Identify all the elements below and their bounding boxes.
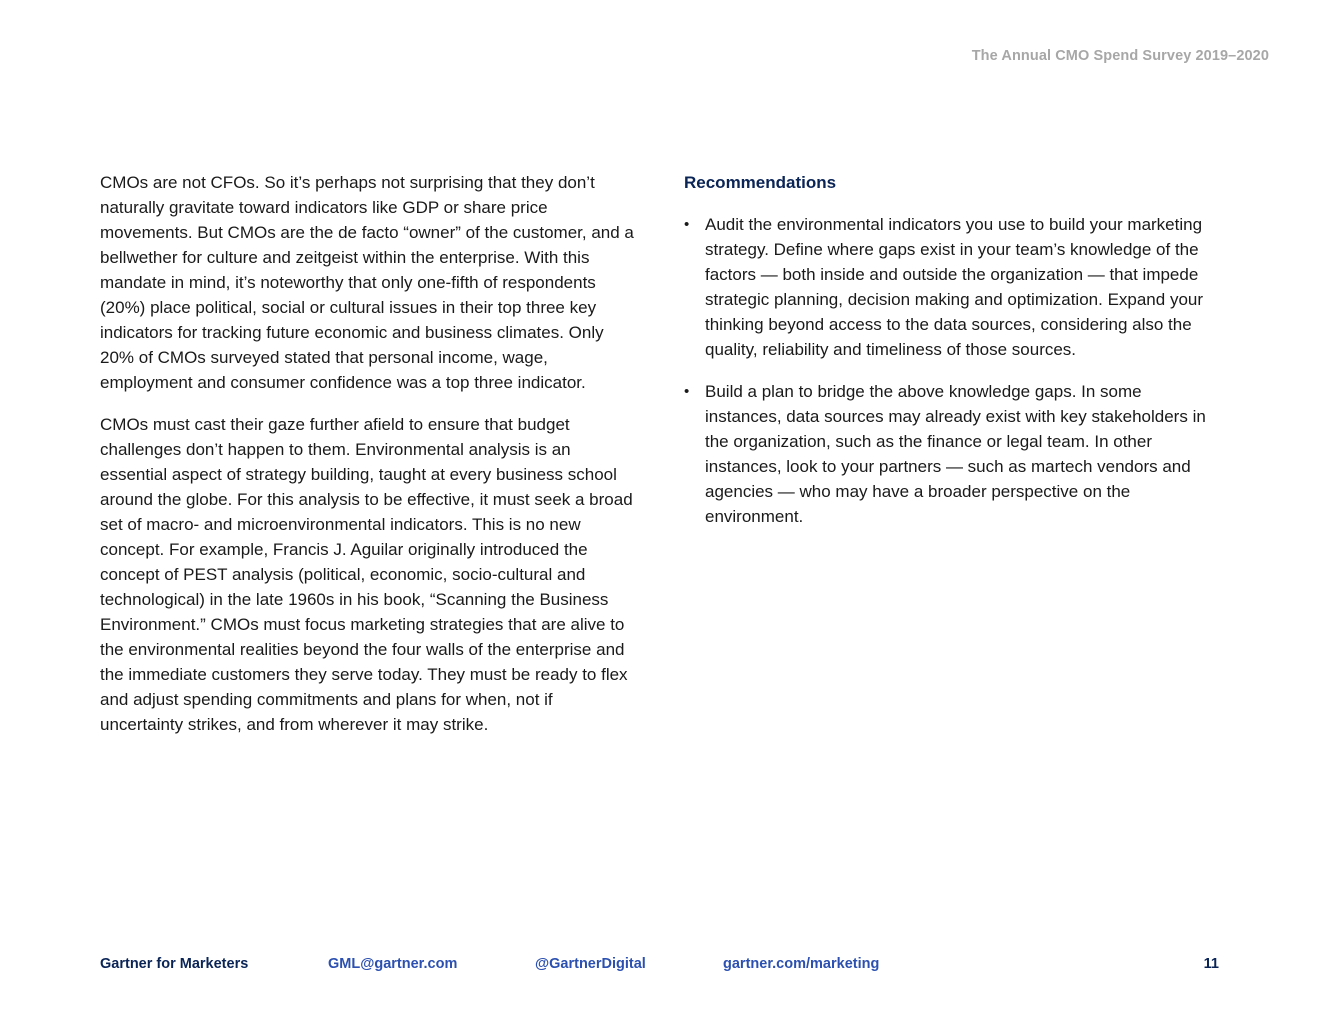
main-text-column bbox=[100, 170, 635, 754]
bullet-icon: • bbox=[684, 383, 690, 400]
bullet-icon: • bbox=[684, 216, 690, 233]
page-number: 11 bbox=[1203, 956, 1219, 972]
recommendations-section bbox=[684, 170, 1214, 546]
recommendations-list bbox=[684, 212, 1214, 529]
recommendation-text: Build a plan to bridge the above knowledge gaps. In some instances, data sources may already exist with key stakeholders in the organization, such as the finance or legal team. In other instances, look to your partners — such as martech vendors and agencies — who may have a broader perspective on the environment. bbox=[705, 382, 1206, 526]
body-paragraph: CMOs must cast their gaze further afield to ensure that budget challenges don’t happen to them. Environmental analysis is an essential aspect of strategy building, taught at every business school around the globe. For this analysis to be effective, it must seek a broad set of macro- and microenvironmental indicators. This is no new concept. For example, Francis J. Aguilar originally introduced the concept of PEST analysis (political, economic, socio-cultural and technological) in the late 1960s in his book, “Scanning the Business Environment.” CMOs must focus marketing strategies that are alive to the environmental realities beyond the four walls of the enterprise and the immediate customers they serve today. They must be ready to flex and adjust spending commitments and plans for when, not if uncertainty strikes, and from wherever it may strike. bbox=[100, 415, 633, 734]
footer-brand: Gartner for Marketers bbox=[100, 956, 249, 972]
recommendation-text: Audit the environmental indicators you use to build your marketing strategy. Define where gaps exist in your team’s knowledge of the factors — both inside and outside the organization — that impede strategic planning, decision making and optimization. Expand your thinking beyond access to the data sources, considering also the quality, reliability and timeliness of those sources. bbox=[705, 215, 1204, 359]
recommendations-heading: Recommendations bbox=[684, 173, 837, 192]
body-paragraph: CMOs are not CFOs. So it’s perhaps not surprising that they don’t naturally gravitate toward indicators like GDP or share price movements. But CMOs are the de facto “owner” of the customer, and a bellwether for culture and zeitgeist within the enterprise. With this mandate in mind, it’s noteworthy that only one-fifth of respondents (20%) place political, social or cultural issues in their top three key indicators for tracking future economic and business climates. Only 20% of CMOs surveyed stated that personal income, wage, employment and consumer confidence was a top three indicator. bbox=[100, 173, 634, 392]
running-header-title: The Annual CMO Spend Survey 2019–2020 bbox=[971, 48, 1269, 64]
recommendation-item bbox=[684, 212, 1214, 362]
footer-social-link[interactable]: @GartnerDigital bbox=[535, 956, 646, 972]
footer-website-link[interactable]: gartner.com/marketing bbox=[723, 956, 880, 972]
footer-email-link[interactable]: GML@gartner.com bbox=[328, 956, 458, 972]
recommendation-item bbox=[684, 379, 1214, 529]
page-footer bbox=[100, 956, 1219, 976]
